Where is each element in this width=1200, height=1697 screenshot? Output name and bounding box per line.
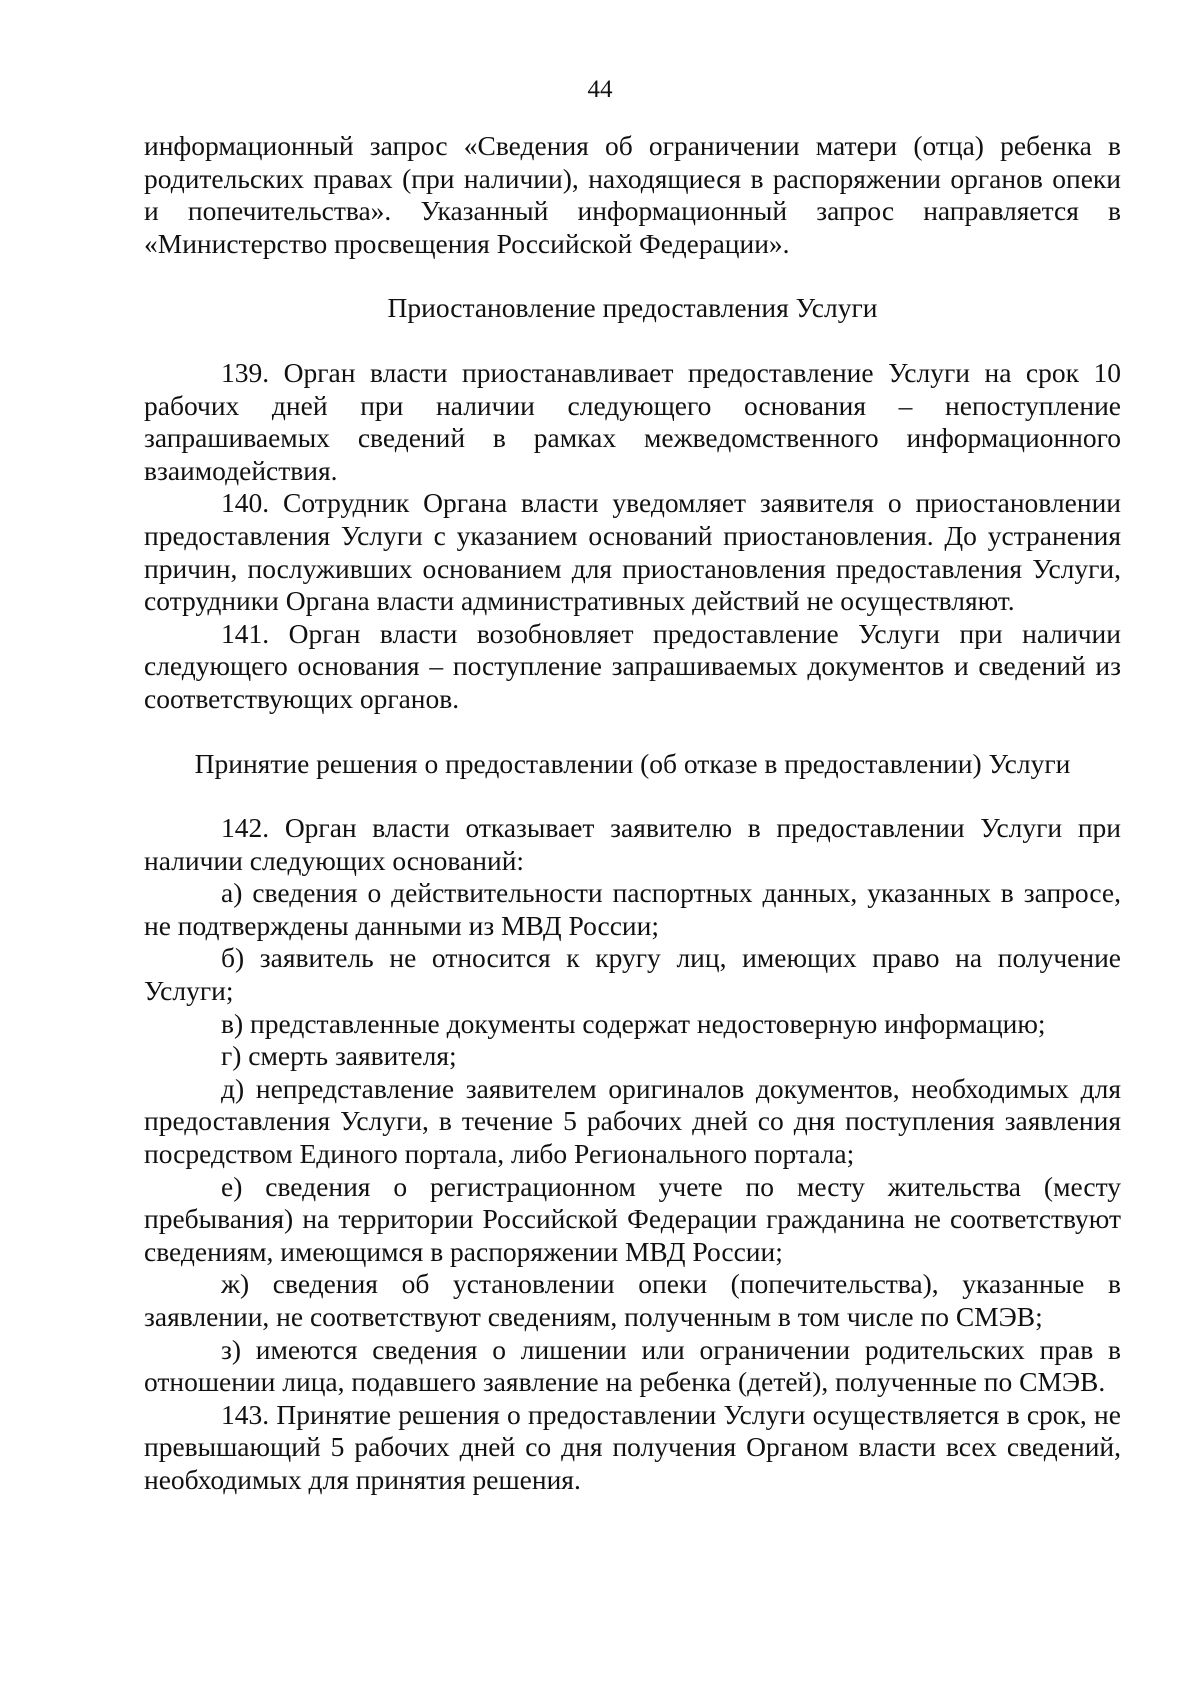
paragraph-intro: информационный запрос «Сведения об ограничении матери (отца) ребенка в родительских правах (при наличии), находящиеся в распоряжении органов опеки и попечительства». Указанный информационный запрос направляется в «Министерство просвещения Российской Федерации». [144, 130, 1121, 259]
paragraph-142: 142. Орган власти отказывает заявителю в предоставлении Услуги при наличии следующих оснований: [144, 812, 1121, 876]
paragraph-140: 140. Сотрудник Органа власти уведомляет заявителя о приостановлении предоставления Услуги с указанием оснований приостановления. До устранения причин, послуживших основанием для приостановления предоставления Услуги, сотрудники Органа власти административных действий не осуществляют. [144, 487, 1121, 617]
document-body [144, 130, 1121, 1497]
page-number: 44 [587, 76, 613, 103]
paragraph-142-a: а) сведения о действительности паспортных данных, указанных в запросе, не подтверждены данными из МВД России; [144, 877, 1121, 941]
paragraph-142-z: з) имеются сведения о лишении или ограничении родительских прав в отношении лица, подавшего заявление на ребенка (детей), полученные по СМЭВ. [144, 1333, 1121, 1398]
paragraph-141: 141. Орган власти возобновляет предоставление Услуги при наличии следующего основания – поступление запрашиваемых документов и сведений из соответствующих органов. [144, 617, 1121, 714]
paragraph-143: 143. Принятие решения о предоставлении Услуги осуществляется в срок, не превышающий 5 рабочих дней со дня получения Органом власти всех сведений, необходимых для принятия решения. [144, 1398, 1121, 1495]
section-heading-decision: Принятие решения о предоставлении (об отказе в предоставлении) Услуги [194, 747, 1071, 779]
paragraph-142-g: г) смерть заявителя; [221, 1040, 457, 1072]
section-heading-suspension: Приостановление предоставления Услуги [387, 292, 878, 324]
paragraph-139: 139. Орган власти приостанавливает предоставление Услуги на срок 10 рабочих дней при наличии следующего основания – непоступление запрашиваемых сведений в рамках межведомственного информационного взаимодействия. [144, 356, 1121, 486]
paragraph-142-d: д) непредставление заявителем оригиналов документов, необходимых для предоставления Услуги, в течение 5 рабочих дней со дня поступления заявления посредством Единого портала, либо Регионального портала; [144, 1072, 1121, 1170]
paragraph-142-e: е) сведения о регистрационном учете по месту жительства (месту пребывания) на территории Российской Федерации гражданина не соответствуют сведениям, имеющимся в распоряжении МВД России; [144, 1170, 1121, 1267]
paragraph-142-v: в) представленные документы содержат недостоверную информацию; [221, 1007, 1046, 1039]
paragraph-142-b: б) заявитель не относится к кругу лиц, имеющих право на получение Услуги; [144, 942, 1121, 1007]
paragraph-142-zh: ж) сведения об установлении опеки (попечительства), указанные в заявлении, не соответствуют сведениям, полученным в том числе по СМЭВ; [144, 1268, 1121, 1332]
